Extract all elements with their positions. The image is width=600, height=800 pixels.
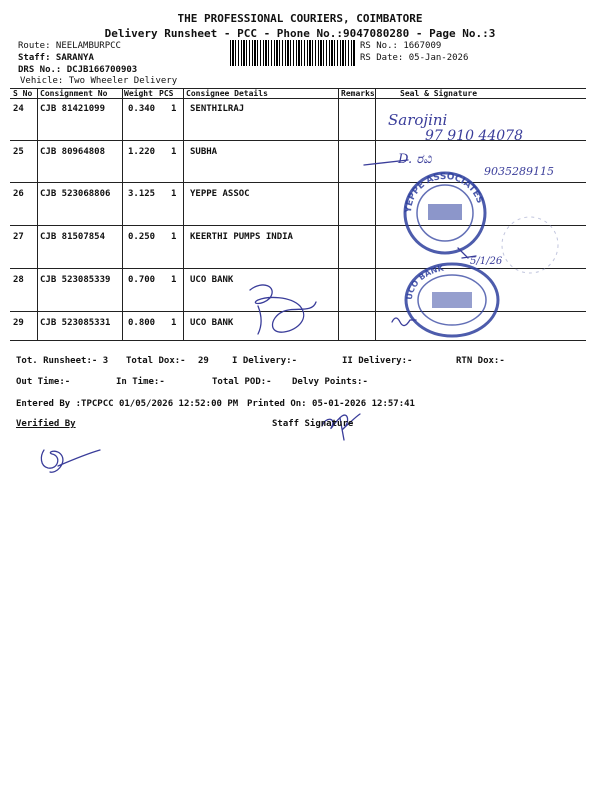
- row-consignee: UCO BANK: [190, 275, 234, 285]
- delvy-points: Delvy Points:-: [292, 377, 368, 387]
- vehicle-label: Vehicle: Two Wheeler Delivery: [20, 76, 178, 86]
- header-consignment: Consignment No: [40, 89, 108, 98]
- row-consignment: CJB 80964808: [40, 147, 106, 157]
- row-sno: 26: [13, 189, 24, 199]
- company-title: THE PROFESSIONAL COURIERS, COIMBATORE: [177, 12, 423, 25]
- tot-runsheet: Tot. Runsheet:- 3: [16, 356, 109, 366]
- row-weight: 1.220: [128, 147, 156, 157]
- row-pcs: 1: [171, 189, 177, 199]
- ii-delivery: II Delivery:-: [342, 356, 413, 366]
- drs-number: DRS No.: DCJB166700903: [18, 65, 138, 75]
- staff-signature-label: Staff Signature: [272, 419, 354, 429]
- row-weight: 3.125: [128, 189, 156, 199]
- row-consignee: SUBHA: [190, 147, 218, 157]
- header-consignee: Consignee Details: [186, 89, 268, 98]
- row-pcs: 1: [171, 318, 177, 328]
- row-consignment: CJB 523068806: [40, 189, 111, 199]
- rs-date: RS Date: 05-Jan-2026: [360, 53, 469, 63]
- stamp-ring-text: YEPPE ASSOCIATES: [403, 171, 485, 214]
- header-pcs: PCS: [159, 89, 174, 98]
- handwritten-name-row25: D. ರವಿ: [398, 152, 432, 167]
- handwritten-phone-row24: 97 910 44078: [425, 128, 523, 144]
- header-remarks: Remarks: [341, 89, 375, 98]
- company-stamp: [404, 172, 485, 253]
- i-delivery: I Delivery:-: [232, 356, 298, 366]
- route-label: Route: NEELAMBURPCC: [18, 41, 121, 51]
- row-sno: 28: [13, 275, 24, 285]
- row-consignee: SENTHILRAJ: [190, 104, 245, 114]
- signature-row28: [250, 285, 316, 332]
- row-pcs: 1: [171, 147, 177, 157]
- row-consignee: KEERTHI PUMPS INDIA: [190, 232, 293, 242]
- entered-by: Entered By :TPCPCC 01/05/2026 12:52:00 PM: [16, 399, 239, 409]
- row-weight: 0.340: [128, 104, 156, 114]
- out-time: Out Time:-: [16, 377, 71, 387]
- header-seal-signature: Seal & Signature: [400, 89, 478, 98]
- header-weight: Weight: [124, 89, 153, 98]
- row-consignee: YEPPE ASSOC: [190, 189, 250, 199]
- row-consignment: CJB 523085339: [40, 275, 111, 285]
- row-consignment: CJB 81507854: [40, 232, 106, 242]
- total-dox-label: Total Dox:-: [126, 356, 186, 366]
- rtn-dox: RTN Dox:-: [456, 356, 505, 366]
- row-sno: 27: [13, 232, 24, 242]
- handwritten-date: 5/1/26: [470, 256, 503, 267]
- faint-stamp-impression: [502, 217, 558, 273]
- row-pcs: 1: [171, 275, 177, 285]
- handwritten-name-row24: Sarojini: [388, 111, 448, 129]
- handwritten-phone-row25: 9035289115: [484, 165, 554, 178]
- signature-row28: [258, 306, 261, 334]
- row-pcs: 1: [171, 104, 177, 114]
- staff-label: Staff: SARANYA: [18, 53, 94, 63]
- row-weight: 0.800: [128, 318, 156, 328]
- printed-on: Printed On: 05-01-2026 12:57:41: [247, 399, 415, 409]
- rs-number: RS No.: 1667009: [360, 41, 442, 51]
- verified-signature-scribble: [41, 450, 100, 472]
- in-time: In Time:-: [116, 377, 165, 387]
- total-dox-value: 29: [198, 356, 209, 366]
- row-sno: 25: [13, 147, 24, 157]
- stamp-ring-text: UCO BANK: [404, 263, 445, 301]
- row-sno: 24: [13, 104, 24, 114]
- row-sno: 29: [13, 318, 24, 328]
- verified-by-label: Verified By: [16, 419, 76, 429]
- total-pod: Total POD:-: [212, 377, 272, 387]
- header-sno: S No: [13, 89, 33, 98]
- runsheet-subtitle: Delivery Runsheet - PCC - Phone No.:9047080280 - Page No.:3: [104, 27, 496, 40]
- row-weight: 0.700: [128, 275, 156, 285]
- row-consignment: CJB 523085331: [40, 318, 111, 328]
- row-weight: 0.250: [128, 232, 156, 242]
- row-consignment: CJB 81421099: [40, 104, 106, 114]
- bank-stamp: [405, 263, 498, 336]
- row-pcs: 1: [171, 232, 177, 242]
- row-consignee: UCO BANK: [190, 318, 234, 328]
